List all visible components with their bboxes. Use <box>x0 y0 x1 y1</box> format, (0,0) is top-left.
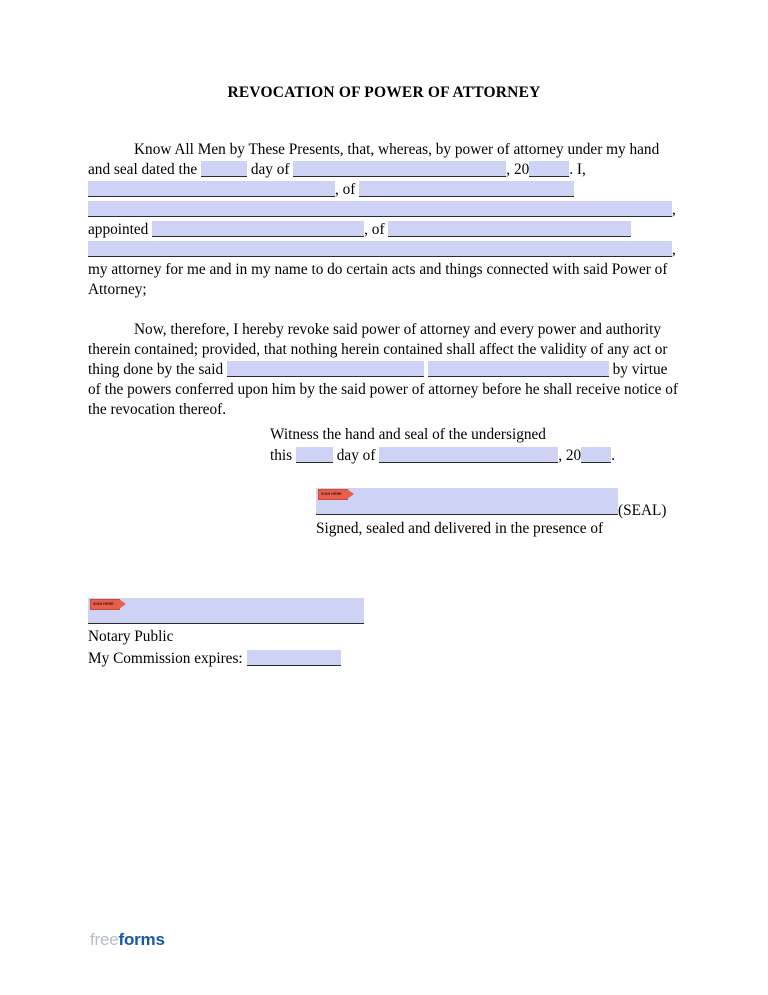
commission-expires-label: My Commission expires: <box>88 650 243 667</box>
witness-day-of-label: day of <box>336 447 376 464</box>
i-label: . I, <box>569 161 586 178</box>
sign-here-tag-icon <box>90 599 120 610</box>
principal-address-field[interactable] <box>359 181 574 197</box>
of-label-1: , of <box>335 181 356 198</box>
sign-here-tag-label: SIGN HERE <box>321 492 342 496</box>
comma-1: , <box>506 161 511 178</box>
this-label: this <box>270 447 293 464</box>
witness-year-prefix: 20 <box>565 447 582 464</box>
recital-text-2: my attorney for me and in my name to do certain acts and things connected with said Power of Attorney; <box>88 261 668 298</box>
revocation-text-1: Now, therefore, I hereby revoke said power of attorney and every power and authority therein contained; provided, that nothing herein contained shall affect the validity of any act or thing done by the said <box>88 321 668 378</box>
sign-here-tag-label: SIGN HERE <box>93 602 114 606</box>
witness-period: . <box>611 447 616 464</box>
year-field[interactable] <box>529 161 569 177</box>
witness-line-2 <box>270 445 615 466</box>
month-field[interactable] <box>293 161 506 177</box>
signature-row <box>316 488 667 519</box>
paragraph-revocation <box>88 320 682 420</box>
principal-name-field[interactable] <box>88 181 335 197</box>
document-body <box>88 140 682 420</box>
recital-text-1: Know All Men by These Presents, that, whereas, by power of attorney under my hand and seal dated the <box>88 141 660 178</box>
day-of-label: day of <box>250 161 290 178</box>
notary-public-label: Notary Public <box>88 628 174 645</box>
appointed-label: appointed <box>88 221 149 238</box>
sign-here-tag-icon <box>318 489 348 500</box>
witness-line-1: Witness the hand and seal of the undersigned <box>270 426 546 443</box>
notary-signature-field[interactable] <box>88 598 364 624</box>
attorney-reference-field[interactable] <box>227 361 424 377</box>
witness-block <box>270 424 615 466</box>
commission-expires-row <box>88 649 364 668</box>
logo-text-forms: forms <box>118 930 165 949</box>
comma-3: , <box>672 241 676 258</box>
witness-day-field[interactable] <box>296 447 333 463</box>
attorney-reference-field-line2[interactable] <box>428 361 609 377</box>
signature-block <box>316 488 667 537</box>
notary-block <box>88 598 364 668</box>
principal-address-field-line2[interactable] <box>88 201 672 217</box>
page-title: REVOCATION OF POWER OF ATTORNEY <box>227 84 541 101</box>
signature-field[interactable] <box>316 488 618 515</box>
attorney-address-field-line2[interactable] <box>88 241 672 257</box>
signature-caption: Signed, sealed and delivered in the presence of <box>316 520 604 537</box>
year-prefix-label: 20 <box>513 161 530 178</box>
commission-expires-field[interactable] <box>247 650 341 666</box>
revocation-text-2: by virtue of the powers conferred upon him by the said power of attorney before he shall receive notice of the revocation thereof. <box>88 361 678 418</box>
attorney-address-field[interactable] <box>388 221 631 237</box>
witness-year-field[interactable] <box>581 447 611 463</box>
attorney-name-field[interactable] <box>152 221 364 237</box>
freeforms-logo[interactable] <box>90 930 165 950</box>
day-field[interactable] <box>201 161 247 177</box>
comma-2: , <box>672 201 676 218</box>
paragraph-recitals <box>88 140 682 300</box>
witness-comma: , <box>558 447 563 464</box>
of-label-2: , of <box>364 221 385 238</box>
witness-month-field[interactable] <box>379 447 558 463</box>
seal-label: (SEAL) <box>618 502 667 519</box>
logo-text-free: free <box>90 930 119 949</box>
